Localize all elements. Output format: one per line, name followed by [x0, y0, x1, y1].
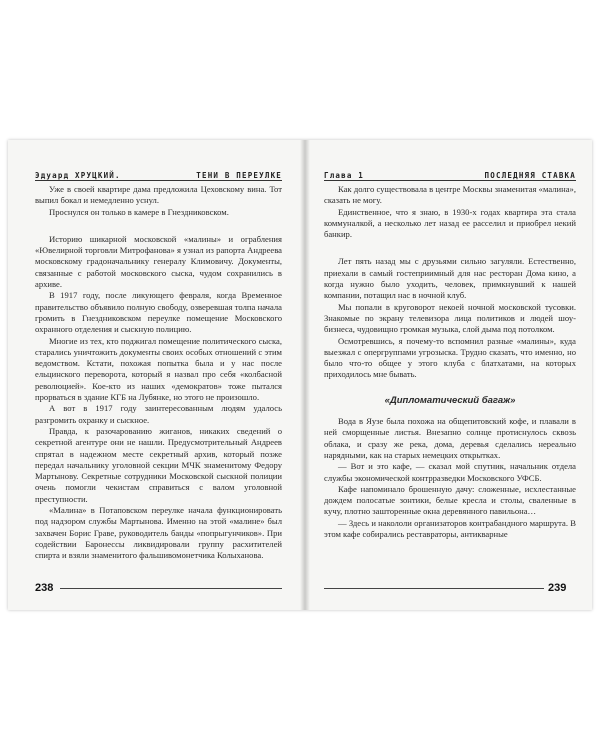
paragraph: Лет пять назад мы с друзьями сильно загуляли. Естественно, приехали в самый гостеприимный для нас ресторан Дома кино, а когда нужно было уходить, человек, примкнувший к нашей компании, потащил нас в ночной клуб.	[324, 256, 576, 301]
left-page	[8, 140, 300, 610]
paragraph-spacer	[324, 240, 576, 256]
paragraph: Правда, к разочарованию жиганов, никаких сведений о секретной агентуре они не нашли. Предусмотрительный Андреев спрятал в надежном месте секретный архив, который позже передал начальнику уголовной секции МЧК знаменитому Федору Мартынову. Секретные сотрудники Московской сыскной полиции очень помогли чекистам справиться с валом уголовной преступности.	[35, 425, 282, 504]
right-body-text	[324, 184, 576, 540]
running-head-title: ТЕНИ В ПЕРЕУЛКЕ	[196, 171, 282, 180]
paragraph: Проснулся он только в камере в Гнездниковском.	[49, 206, 229, 217]
paragraph: Единственное, что я знаю, в 1930-х годах квартира эта стала коммуналкой, а несколько лет назад ее расселил и приобрел некий банкир.	[324, 206, 576, 240]
page-number-left: 238	[35, 582, 54, 594]
book-spread	[8, 140, 592, 610]
section-heading: «Дипломатический багаж»	[384, 394, 516, 406]
page-number-right: 239	[548, 582, 567, 594]
paragraph: Как долго существовала в центре Москвы знаменитая «малина», сказать не могу.	[324, 184, 576, 206]
left-body-text	[35, 184, 282, 562]
paragraph: — Вот и это кафе, — сказал мой спутник, начальник отдела службы экономической контрразведки Московского УФСБ.	[324, 461, 576, 483]
paragraph: В 1917 году, после ликующего февраля, когда Временное правительство объявило полную свободу, озверевшая толпа начала громить в Гнездниковском переулке помещение Московского охранного отделения и сыскную полицию.	[35, 290, 282, 335]
folio-rule-right	[324, 588, 544, 589]
running-head-author: Эдуард ХРУЦКИЙ.	[35, 171, 121, 180]
folio-rule-left	[60, 588, 282, 589]
paragraph: — Здесь и накололи организаторов контрабандного маршрута. В этом кафе собирались реставраторы, антикварные	[324, 517, 576, 540]
paragraph: Многие из тех, кто поджигал помещение политического сыска, старались уничтожить документы своих особых отношений с этим ведомством. Кстати, похожая попытка была и у нас после ельцинского переворота, который я назвал про себя «колбасной революцией». Кое-кто из наших «демократов» тоже пытался прорваться в здание КГБ на Лубянке, но этого не произошло.	[35, 335, 282, 403]
running-head-chapter: Глава 1	[324, 171, 365, 180]
paragraph: Кафе напоминало брошенную дачу: сложенные, исхлестанные дождем полосатые зонтики, белые кресла и столы, сваленные в кучу, плотно зашторенные окна деревянного павильона…	[324, 483, 576, 517]
right-running-head	[324, 168, 576, 181]
running-head-title: ПОСЛЕДНЯЯ СТАВКА	[484, 171, 576, 180]
paragraph: Уже в своей квартире дама предложила Цеховскому вина. Тот выпил бокал и немедленно уснул.	[35, 184, 282, 206]
book-gutter	[300, 140, 310, 610]
paragraph: Историю шикарной московской «малины» и ограбления «Ювелирной торговли Митрофанова» я узнал из рапорта Андреева московскому градоначальнику генералу Климовичу. Документы, связанные с работой московского сыска, чудом сохранились в архиве.	[35, 233, 282, 290]
right-page	[310, 140, 592, 610]
left-running-head	[35, 168, 282, 181]
paragraph: «Малина» в Потаповском переулке начала функционировать под надзором службы Мартынова. Именно на этой «малине» был захвачен Борис Граве, руководитель банды «попрыгунчиков». При содействии Баронессы ликвидировали группу расхитителей спирта и взяли знаменитого фальшивомонетчика Колыханова.	[35, 505, 282, 561]
paragraph: Осмотревшись, я почему-то вспомнил разные «малины», куда выезжал с опергруппами угрозыска. Трудно сказать, что именно, но было что-то общее у этого клуба с блатхатами, на которых приходилось мне бывать.	[324, 335, 576, 380]
paragraph: Вода в Яузе была похожа на общепитовский кофе, и плавали в ней сморщенные листья. Внезапно солнце протиснулось сквозь облака, и сразу же река, дома, деревья сделались нереально нарядными, как на старых немецких открытках.	[324, 416, 576, 460]
paragraph-spacer	[35, 218, 282, 234]
paragraph: Мы попали в круговорот некоей ночной московской тусовки. Знакомые по экрану телевизора лица политиков и людей шоу-бизнеса, чудовищно громкая музыка, слой дыма под потолком.	[324, 301, 576, 335]
paragraph: А вот в 1917 году заинтересованным людям удалось разгромить охранку и сыскное.	[35, 403, 282, 425]
